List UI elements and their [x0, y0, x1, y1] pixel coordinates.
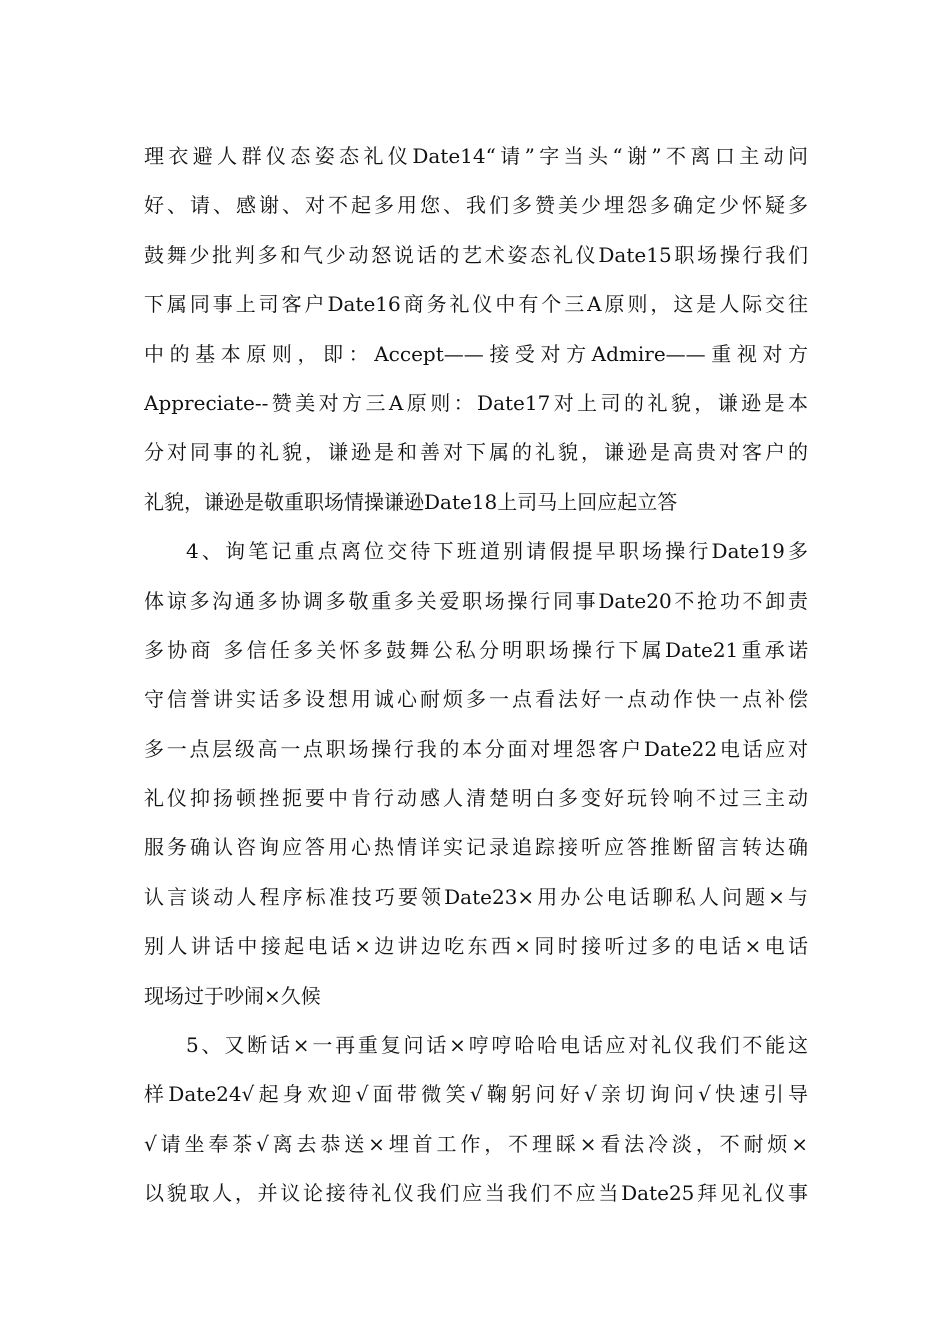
- text-line: Appreciate--赞美对方三A原则：Date17对上司的礼貌，谦逊是本: [144, 390, 808, 415]
- text-line: 中的基本原则，即：Accept——接受对方Admire——重视对方: [144, 341, 808, 366]
- body-text: [144, 132, 808, 1219]
- text-line: 多协商 多信任多关怀多鼓舞公私分明职场操行下属Date21重承诺: [144, 637, 808, 662]
- text-line: 服务确认咨询应答用心热情详实记录追踪接听应答推断留言转达确: [144, 835, 808, 860]
- text-line: 下属同事上司客户Date16商务礼仪中有个三A原则，这是人际交往: [144, 292, 808, 317]
- text-line: 好、请、感谢、对不起多用您、我们多赞美少埋怨多确定少怀疑多: [144, 193, 808, 218]
- text-line: 鼓舞少批判多和气少动怒说话的艺术姿态礼仪Date15职场操行我们: [144, 242, 808, 267]
- text-line: 体谅多沟通多协调多敬重多关爱职场操行同事Date20不抢功不卸责: [144, 588, 808, 613]
- paragraph-start-line: 4、询笔记重点离位交待下班道别请假提早职场操行Date19多: [186, 539, 808, 564]
- text-line: 多一点层级高一点职场操行我的本分面对埋怨客户Date22电话应对: [144, 736, 808, 761]
- text-line: 理衣避人群仪态姿态礼仪Date14“请”字当头“谢”不离口主动问: [144, 144, 808, 168]
- text-line: 礼貌，谦逊是敬重职场情操谦逊Date18上司马上回应起立答: [144, 489, 678, 514]
- text-line: 别人讲话中接起电话×边讲边吃东西×同时接听过多的电话×电话: [144, 934, 808, 959]
- text-line: √请坐奉茶√离去恭送×埋首工作，不理睬×看法冷淡，不耐烦×: [144, 1131, 808, 1156]
- text-line: 现场过于吵闹×久候: [144, 983, 321, 1008]
- text-line: 样Date24√起身欢迎√面带微笑√鞠躬问好√亲切询问√快速引导: [144, 1082, 808, 1107]
- paragraph-start-line: 5、又断话×一再重复问话×哼哼哈哈电话应对礼仪我们不能这: [186, 1033, 808, 1058]
- text-line: 礼仪抑扬顿挫扼要中肯行动感人清楚明白多变好玩铃响不过三主动: [144, 786, 808, 811]
- text-line: 认言谈动人程序标准技巧要领Date23×用办公电话聊私人问题×与: [144, 884, 808, 909]
- text-line: 守信誉讲实话多设想用诚心耐烦多一点看法好一点动作快一点补偿: [144, 687, 808, 712]
- text-line: 分对同事的礼貌，谦逊是和善对下属的礼貌，谦逊是高贵对客户的: [144, 440, 808, 465]
- text-line: 以貌取人，并议论接待礼仪我们应当我们不应当Date25拜见礼仪事: [144, 1181, 808, 1206]
